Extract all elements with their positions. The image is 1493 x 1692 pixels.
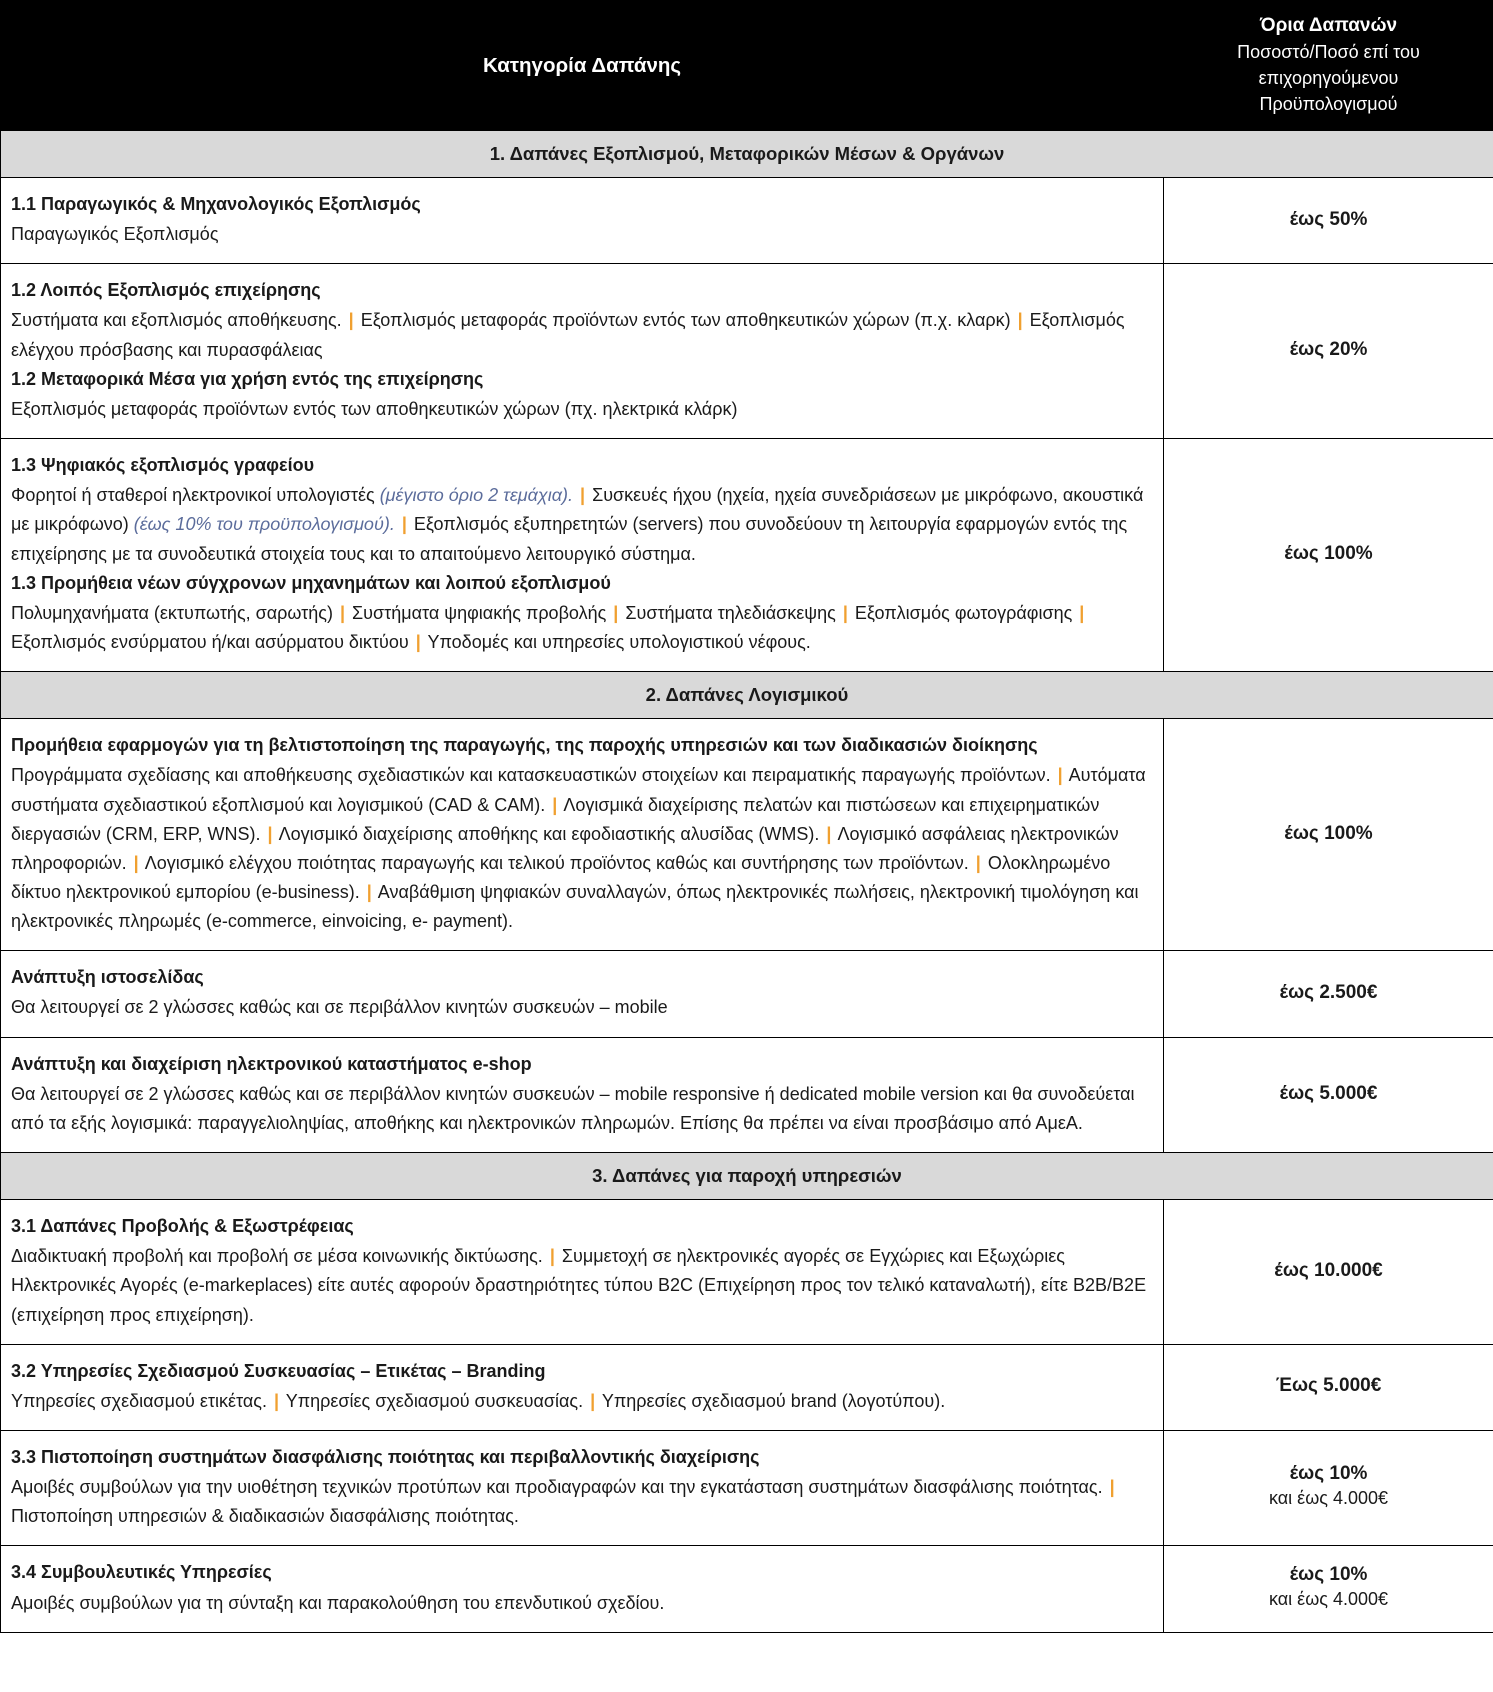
- category-text: Παραγωγικός Εξοπλισμός: [11, 224, 219, 245]
- section-band-label: 2. Δαπάνες Λογισμικού: [1, 672, 1493, 719]
- limit-value: Έως 5.000€: [1275, 1375, 1382, 1397]
- item-separator: |: [549, 1246, 555, 1267]
- table-body: [1, 131, 1493, 1633]
- table-row: [1, 178, 1493, 264]
- category-text: Εξοπλισμός φωτογράφισης: [854, 602, 1073, 623]
- limit-cell: [1164, 1431, 1493, 1546]
- limit-value: έως 10.000€: [1274, 1259, 1383, 1281]
- section-band-row: [1, 131, 1493, 178]
- category-cell: [1, 1037, 1164, 1152]
- category-text: Συσκευές ήχου (ηχεία, ηχεία συνεδριάσεων με μικρόφωνο, ακουστικά με μικρόφωνο): [11, 485, 1144, 535]
- category-title: 1.1 Παραγωγικός & Μηχανολογικός Εξοπλισμός: [11, 194, 421, 214]
- category-title: Προμήθεια εφαρμογών για τη βελτιστοποίηση της παραγωγής, της παροχής υπηρεσιών και των διαδικασιών διοίκησης: [11, 735, 1038, 756]
- limit-value: έως 10%: [1289, 1462, 1368, 1484]
- header-limits-cell: [1164, 1, 1493, 131]
- limit-value: έως 100%: [1284, 822, 1373, 844]
- category-text: Υπηρεσίες σχεδιασμού συσκευασίας.: [285, 1390, 584, 1411]
- category-title: 3.4 Συμβουλευτικές Υπηρεσίες: [11, 1562, 272, 1583]
- category-text: Θα λειτουργεί σε 2 γλώσσες καθώς και σε περιβάλλον κινητών συσκευών – mobile: [11, 997, 668, 1018]
- category-description: [11, 993, 1153, 1022]
- table-header: [1, 1, 1493, 131]
- table-row: [1, 1200, 1493, 1345]
- item-separator: |: [613, 602, 619, 623]
- limit-cell: [1164, 951, 1493, 1037]
- category-text: Υποδομές και υπηρεσίες υπολογιστικού νέφους.: [427, 632, 811, 653]
- category-title: Ανάπτυξη ιστοσελίδας: [11, 967, 204, 988]
- category-description: [11, 761, 1153, 936]
- category-text: Υπηρεσίες σχεδιασμού ετικέτας.: [11, 1390, 267, 1411]
- item-separator: |: [826, 823, 832, 844]
- category-text: Αυτόματα συστήματα σχεδιαστικού εξοπλισμού και λογισμικού (CAD & CAM).: [11, 765, 1146, 815]
- item-separator: |: [401, 514, 407, 535]
- header-limits-sub-1: Ποσοστό/Ποσό επί του: [1237, 41, 1420, 62]
- category-description: [11, 220, 1153, 249]
- item-separator: |: [975, 852, 981, 873]
- category-title: 3.2 Υπηρεσίες Σχεδιασμού Συσκευασίας – Ετικέτας – Branding: [11, 1360, 546, 1381]
- category-text: Πιστοποίηση υπηρεσιών & διαδικασιών διασφάλισης ποιότητας.: [11, 1506, 519, 1527]
- category-text: Αμοιβές συμβούλων για τη σύνταξη και παρακολούθηση του επενδυτικού σχεδίου.: [11, 1592, 665, 1613]
- section-band-row: [1, 1153, 1493, 1200]
- limit-value: έως 10%: [1289, 1563, 1368, 1585]
- category-text: Συμμετοχή σε ηλεκτρονικές αγορές σε Εγχώριες και Εξωχώριες Ηλεκτρονικές Αγορές (e-markeplaces) είτε αυτές αφορούν δραστηριότητες τύπου B2C (Επιχείρηση προς τον τελικό καταναλωτή), είτε B2B/B2E (επιχείρηση προς επιχείρηση).: [11, 1246, 1147, 1325]
- category-description: [11, 395, 1153, 424]
- table-row: [1, 1344, 1493, 1430]
- item-separator: |: [348, 310, 354, 331]
- category-cell: [1, 178, 1164, 264]
- category-text: Πολυμηχανήματα (εκτυπωτής, σαρωτής): [11, 602, 333, 623]
- limit-cell: [1164, 719, 1493, 951]
- category-text: Εξοπλισμός εξυπηρετητών (servers) που συνοδεύουν τη λειτουργία εφαρμογών εντός της επιχείρησης με τα συνοδευτικά στοιχεία τους και το απαιτούμενο λειτουργικό σύστημα.: [11, 514, 1128, 564]
- category-title: 1.3 Ψηφιακός εξοπλισμός γραφείου: [11, 455, 315, 476]
- category-text: Αναβάθμιση ψηφιακών συναλλαγών, όπως ηλεκτρονικές πωλήσεις, ηλεκτρονική τιμολόγηση και ηλεκτρονικές πληρωμές (e-commerce, einvoicing, e- payment).: [11, 881, 1139, 932]
- category-text: Αμοιβές συμβούλων για την υιοθέτηση τεχνικών προτύπων και προδιαγραφών και την εγκατάσταση συστημάτων διασφάλισης ποιότητας.: [11, 1477, 1103, 1498]
- category-description: [11, 1387, 1153, 1416]
- category-text: Συστήματα και εξοπλισμός αποθήκευσης.: [11, 310, 342, 331]
- category-cell: [1, 264, 1164, 439]
- category-title: 1.3 Προμήθεια νέων σύγχρονων μηχανημάτων και λοιπού εξοπλισμού: [11, 572, 611, 593]
- limit-cell: [1164, 1200, 1493, 1345]
- item-separator: |: [1109, 1477, 1115, 1498]
- category-text: Φορητοί ή σταθεροί ηλεκτρονικοί υπολογιστές: [11, 485, 380, 506]
- header-limits-sub-2: επιχορηγούμενου: [1258, 67, 1399, 88]
- category-title: 1.2 Λοιπός Εξοπλισμός επιχείρησης: [11, 280, 321, 301]
- category-text: Εξοπλισμός μεταφοράς προϊόντων εντός των αποθηκευτικών χώρων (π.χ. κλαρκ): [360, 310, 1011, 331]
- section-band-row: [1, 672, 1493, 719]
- limit-cell: [1164, 1037, 1493, 1152]
- limit-value-secondary: και έως 4.000€: [1269, 1588, 1388, 1609]
- limit-cell: [1164, 1344, 1493, 1430]
- item-separator: |: [842, 602, 848, 623]
- category-text: Λογισμικά διαχείρισης πελατών και πιστώσεων και επιχειρηματικών διεργασιών (CRM, ERP, WNS).: [11, 794, 1100, 844]
- header-limits-sub-3: Προϋπολογισμού: [1259, 93, 1398, 114]
- limit-value: έως 100%: [1284, 543, 1373, 565]
- category-description: [11, 1242, 1153, 1329]
- limit-value: έως 2.500€: [1279, 981, 1378, 1003]
- limit-cell: [1164, 178, 1493, 264]
- category-title: 3.1 Δαπάνες Προβολής & Εξωστρέφειας: [11, 1216, 354, 1237]
- item-separator: |: [339, 602, 346, 623]
- category-cell: [1, 1200, 1164, 1345]
- item-separator: |: [415, 632, 421, 653]
- table-row: [1, 1037, 1493, 1152]
- header-row: [1, 1, 1493, 131]
- category-text: Διαδικτυακή προβολή και προβολή σε μέσα κοινωνικής δικτύωσης.: [11, 1246, 543, 1267]
- item-separator: |: [366, 881, 372, 902]
- category-text: Λογισμικό ελέγχου ποιότητας παραγωγής και τελικού προϊόντος καθώς και συντήρησης των προϊόντων.: [144, 852, 969, 873]
- category-text: Λογισμικό διαχείρισης αποθήκης και εφοδιαστικής αλυσίδας (WMS).: [278, 823, 820, 844]
- table-row: [1, 719, 1493, 951]
- limit-cell: [1164, 439, 1493, 672]
- item-separator: |: [273, 1390, 280, 1411]
- category-description: [11, 1589, 1153, 1618]
- category-cell: [1, 439, 1164, 672]
- category-description: [11, 481, 1153, 568]
- category-text: Θα λειτουργεί σε 2 γλώσσες καθώς και σε περιβάλλον κινητών συσκευών – mobile responsive ή dedicated mobile version και θα συνοδεύεται από τα εξής λογισμικά: παραγγελιοληψίας, αποθήκης και ηλεκτρονικών πληρωμών. Επίσης θα πρέπει να είναι προσβάσιμο από ΑμεΑ.: [11, 1083, 1135, 1133]
- limit-cell: [1164, 264, 1493, 439]
- item-separator: |: [552, 794, 558, 815]
- category-description: [11, 1080, 1153, 1138]
- category-text: Εξοπλισμός μεταφοράς προϊόντων εντός των αποθηκευτικών χώρων (πχ. ηλεκτρικά κλάρκ): [11, 398, 738, 419]
- category-title: 1.2 Μεταφορικά Μέσα για χρήση εντός της επιχείρησης: [11, 368, 484, 389]
- table-row: [1, 951, 1493, 1037]
- header-category-cell: [1, 1, 1164, 131]
- category-text: Ολοκληρωμένο δίκτυο ηλεκτρονικού εμπορίου (e-business).: [11, 852, 1111, 902]
- category-note: (μέγιστο όριο 2 τεμάχια).: [379, 485, 573, 506]
- limit-value: έως 20%: [1289, 339, 1368, 361]
- table-row: [1, 264, 1493, 439]
- limit-value: έως 50%: [1289, 208, 1368, 230]
- limit-cell: [1164, 1546, 1493, 1632]
- category-cell: [1, 1344, 1164, 1430]
- table-row: [1, 439, 1493, 672]
- item-separator: |: [267, 823, 273, 844]
- item-separator: |: [133, 852, 139, 873]
- item-separator: |: [580, 485, 586, 506]
- item-separator: |: [1017, 310, 1023, 331]
- category-description: [11, 306, 1153, 364]
- category-note: (έως 10% του προϋπολογισμού).: [133, 514, 395, 535]
- category-text: Υπηρεσίες σχεδιασμού brand (λογοτύπου).: [601, 1390, 946, 1411]
- table-row: [1, 1431, 1493, 1546]
- category-cell: [1, 951, 1164, 1037]
- item-separator: |: [1057, 765, 1063, 786]
- header-limits-title: Όρια Δαπανών: [1259, 15, 1398, 37]
- category-cell: [1, 1546, 1164, 1632]
- category-text: Προγράμματα σχεδίασης και αποθήκευσης σχεδιαστικών και κατασκευαστικών στοιχείων και πειραματικής παραγωγής προϊόντων.: [11, 765, 1051, 786]
- category-title: Ανάπτυξη και διαχείριση ηλεκτρονικού καταστήματος e-shop: [11, 1053, 532, 1074]
- limit-value: έως 5.000€: [1279, 1082, 1378, 1104]
- header-category-label: Κατηγορία Δαπάνης: [482, 53, 682, 77]
- item-separator: |: [1079, 602, 1085, 623]
- category-text: Λογισμικό ασφάλειας ηλεκτρονικών πληροφοριών.: [11, 823, 1119, 873]
- category-description: [11, 599, 1153, 657]
- category-cell: [1, 719, 1164, 951]
- section-band-label: 3. Δαπάνες για παροχή υπηρεσιών: [1, 1153, 1493, 1200]
- item-separator: |: [590, 1390, 596, 1411]
- category-title: 3.3 Πιστοποίηση συστημάτων διασφάλισης ποιότητας και περιβαλλοντικής διαχείρισης: [11, 1447, 760, 1467]
- section-band-label: 1. Δαπάνες Εξοπλισμού, Μεταφορικών Μέσων & Οργάνων: [1, 131, 1493, 178]
- limit-value-secondary: και έως 4.000€: [1269, 1487, 1388, 1508]
- category-text: Εξοπλισμός ενσύρματου ή/και ασύρματου δικτύου: [11, 632, 409, 653]
- category-description: [11, 1473, 1153, 1531]
- category-text: Συστήματα ψηφιακής προβολής: [352, 602, 607, 623]
- table-row: [1, 1546, 1493, 1632]
- category-cell: [1, 1431, 1164, 1546]
- category-text: Εξοπλισμός ελέγχου πρόσβασης και πυρασφάλειας: [11, 310, 1125, 360]
- category-text: Συστήματα τηλεδιάσκεψης: [625, 602, 836, 623]
